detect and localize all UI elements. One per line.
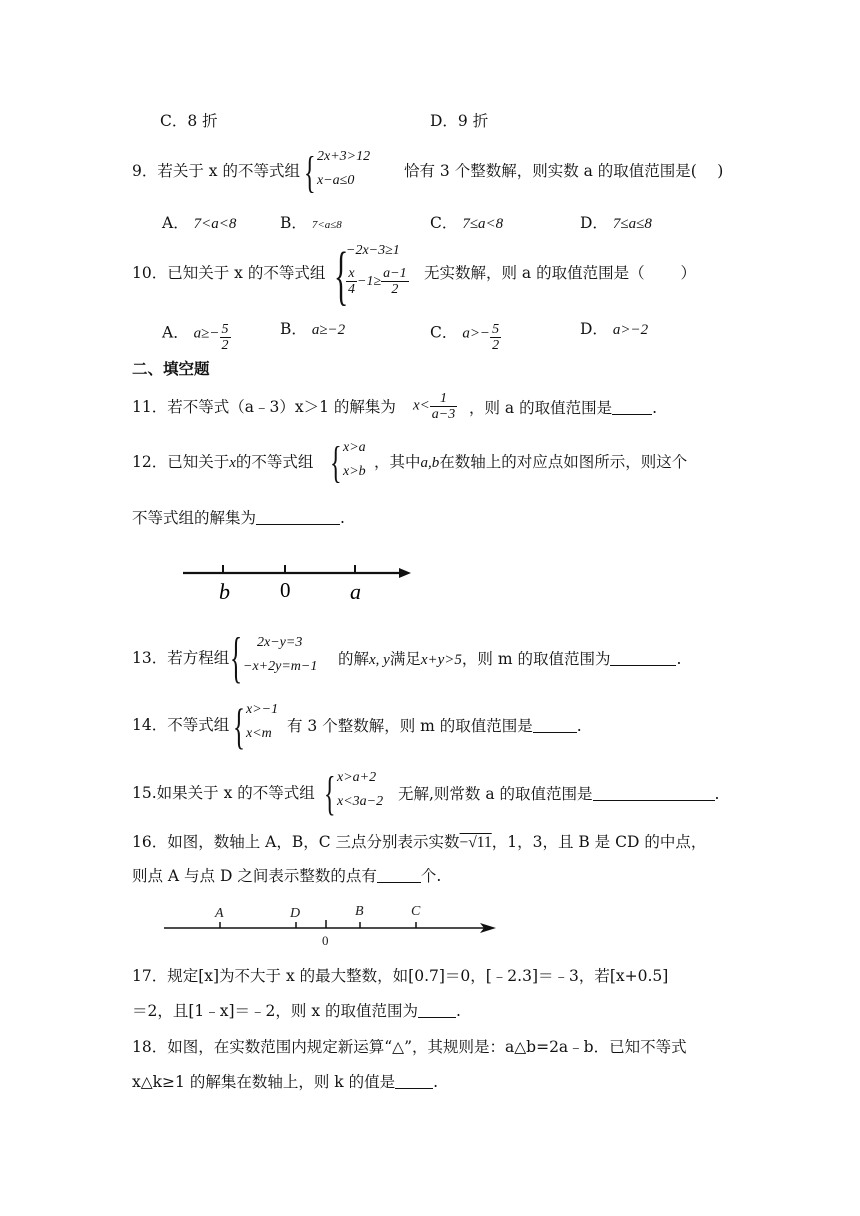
q15-eq2: x<3a−2	[337, 794, 384, 809]
q10-eq1: −2x−3≥1	[346, 243, 400, 258]
label-a: a	[350, 579, 361, 604]
q14-prefix: 14．不等式组	[132, 716, 230, 734]
q10-system	[346, 244, 426, 304]
q16-sqrt-value: −√11	[459, 834, 492, 851]
q12-eq2: x>b	[343, 464, 366, 479]
q10-frac2-den: 2	[391, 282, 399, 298]
q10-c-label: C．	[430, 323, 458, 342]
q16-line2-text: 则点 A 与点 D 之间表示整数的点有	[132, 867, 377, 885]
q10-brace: {	[334, 239, 349, 312]
q18-answer-blank[interactable]	[395, 1074, 433, 1089]
q10-a-num: 5	[221, 322, 229, 337]
q12-mid1: 的不等式组	[235, 453, 314, 471]
q17-answer-blank[interactable]	[418, 1003, 456, 1018]
q11-prefix: 11．若不等式（a﹣3）x＞1 的解集为	[132, 398, 396, 416]
q13-brace: {	[230, 627, 243, 689]
label-B: B	[355, 904, 364, 919]
q13-eq1: 2x−y=3	[257, 635, 303, 650]
label-A: A	[215, 906, 224, 921]
q10-option-d	[580, 322, 648, 338]
q12-line1-rest	[374, 455, 687, 471]
q17-end: .	[456, 1002, 461, 1020]
q18-end: .	[433, 1073, 439, 1091]
q9-c-value: 7≤a<8	[462, 216, 504, 232]
q18-line2	[132, 1074, 438, 1091]
q11-frac-num: 1	[430, 391, 457, 407]
q13-answer-blank[interactable]	[610, 651, 676, 666]
q10-option-c	[430, 322, 501, 354]
q12-suffix: 在数轴上的对应点如图所示，则这个	[439, 453, 688, 471]
q9-option-c	[430, 216, 503, 232]
q15-rest	[398, 786, 719, 803]
q9-c-label: C．	[430, 214, 458, 232]
q10-a-pre: a≥−	[193, 325, 220, 342]
q12-line1	[132, 455, 313, 471]
q12-line2-text: 不等式组的解集为	[132, 509, 257, 527]
q14-eq2: x<m	[246, 726, 272, 741]
q10-option-b	[280, 322, 345, 338]
label-0: 0	[280, 578, 291, 602]
label-zero: 0	[322, 933, 329, 948]
q9-prefix: 9．若关于 x 的不等式组	[132, 162, 300, 180]
section-fill-blank-heading: 二、填空题	[132, 359, 210, 378]
label-D: D	[290, 906, 301, 921]
q10-c-num: 5	[492, 322, 500, 337]
q9-option-b	[280, 216, 342, 232]
q14-eq1: x>−1	[246, 702, 279, 717]
q9-d-label: D．	[580, 214, 608, 232]
q14-brace: {	[233, 698, 245, 754]
q12-ab: a,b	[420, 455, 440, 471]
q12-prefix: 12．已知关于	[132, 453, 230, 471]
q15-eq1: x>a+2	[337, 770, 377, 785]
q10-d-value: a>−2	[612, 322, 649, 338]
q13-mid: 的解	[338, 650, 370, 668]
q9-b-value: 7<a≤8	[311, 219, 342, 231]
q13-end: .	[676, 650, 682, 668]
q10-d-label: D．	[580, 320, 608, 338]
q11-suffix-text: ，则 a 的取值范围是	[469, 399, 613, 417]
q12-x: x	[229, 455, 236, 471]
q10-eq2-mid: −1≥	[357, 274, 382, 290]
q11-expr-pre: x<	[413, 397, 430, 414]
number-line-1	[175, 556, 420, 608]
label-C: C	[411, 904, 421, 919]
q9-b-label: B．	[280, 214, 307, 232]
q16-prefix: 16．如图，数轴上 A，B，C 三点分别表示实数	[132, 833, 460, 851]
q9-eq2: x−a≤0	[317, 173, 355, 188]
q11-expression	[413, 391, 457, 423]
q13-xy: x, y	[369, 652, 390, 668]
q13-mid2: 满足	[389, 650, 421, 668]
q10-option-a	[162, 322, 231, 354]
q13-suffix: ，则 m 的取值范围为	[461, 650, 611, 668]
q10-b-value: a≥−2	[311, 322, 346, 338]
q10-suffix: 无实数解，则 a 的取值范围是（ ）	[424, 264, 697, 282]
q16-suffix: ，1，3，且 B 是 CD 的中点，	[491, 833, 707, 851]
q18-line2-text: x△k≥1 的解集在数轴上，则 k 的值是	[132, 1073, 396, 1091]
q10-prefix: 10．已知关于 x 的不等式组	[132, 264, 326, 282]
number-line-1-arrow	[399, 568, 411, 578]
q10-c-pre: a>−	[462, 325, 491, 342]
q18-line1: 18．如图，在实数范围内规定新运算“△”，其规则是：a△b=2a﹣b．已知不等式	[132, 1038, 687, 1056]
q9-suffix: 恰有 3 个整数解，则实数 a 的取值范围是( )	[404, 162, 724, 180]
q10-frac2-num: a−1	[383, 266, 407, 281]
q12-brace: {	[330, 438, 342, 487]
q14-rest	[287, 718, 582, 735]
q11-suffix	[469, 400, 657, 417]
q9-d-value: 7≤a≤8	[612, 216, 652, 232]
q15-prefix: 15.如果关于 x 的不等式组	[132, 784, 315, 802]
q11-answer-blank[interactable]	[612, 400, 652, 415]
q10-c-den: 2	[492, 338, 500, 354]
q14-end: .	[576, 717, 582, 735]
q10-a-label: A．	[162, 323, 189, 342]
q9-option-d	[580, 216, 652, 232]
q10-eq2	[346, 266, 409, 298]
q9-a-label: A．	[162, 214, 189, 232]
q11-frac-den: a−3	[431, 407, 456, 423]
q12-eq1: x>a	[343, 440, 366, 455]
q9-option-a	[162, 216, 236, 232]
q11-end: .	[652, 399, 658, 417]
q12-mid2: ，其中	[374, 453, 421, 471]
q13-eq2: −x+2y=m−1	[243, 659, 318, 674]
q10-b-label: B．	[280, 320, 307, 338]
number-line-2	[160, 898, 505, 950]
q16-line1	[132, 835, 706, 851]
q8-option-d: D．9 折	[430, 112, 489, 130]
q12-end: .	[340, 509, 345, 527]
q9-a-value: 7<a<8	[193, 216, 237, 232]
q15-brace: {	[324, 767, 336, 820]
q10-frac1-num: x	[346, 266, 357, 282]
q14-answer-blank[interactable]	[533, 718, 577, 733]
q13-prefix: 13．若方程组	[132, 649, 230, 667]
q17-line1: 17．规定[x]为不大于 x 的最大整数，如[0.7]＝0，[﹣2.3]＝﹣3，若[x+0.5]	[132, 967, 669, 985]
q16-end: 个.	[420, 867, 442, 885]
label-b: b	[219, 579, 230, 604]
q9-brace: {	[304, 148, 316, 197]
q9-eq1: 2x+3>12	[317, 149, 371, 164]
q15-answer-blank[interactable]	[593, 786, 715, 801]
q14-suffix: 有 3 个整数解，则 m 的取值范围是	[287, 717, 533, 735]
q15-end: .	[714, 785, 720, 803]
q13-cond: x+y>5	[420, 652, 462, 668]
q10-a-den: 2	[221, 338, 229, 354]
q13-rest	[338, 651, 681, 668]
q17-line2-text: ＝2，且[1﹣x]＝﹣2，则 x 的取值范围为	[132, 1002, 419, 1020]
q15-suffix: 无解,则常数 a 的取值范围是	[398, 785, 593, 803]
q10-frac1-den: 4	[348, 282, 355, 298]
q8-option-c: C．8 折	[160, 112, 218, 130]
q17-line2	[132, 1003, 461, 1020]
q16-answer-blank[interactable]	[377, 868, 421, 883]
q16-line2	[132, 868, 441, 885]
q12-answer-blank[interactable]	[256, 510, 340, 525]
q12-line2	[132, 510, 345, 527]
